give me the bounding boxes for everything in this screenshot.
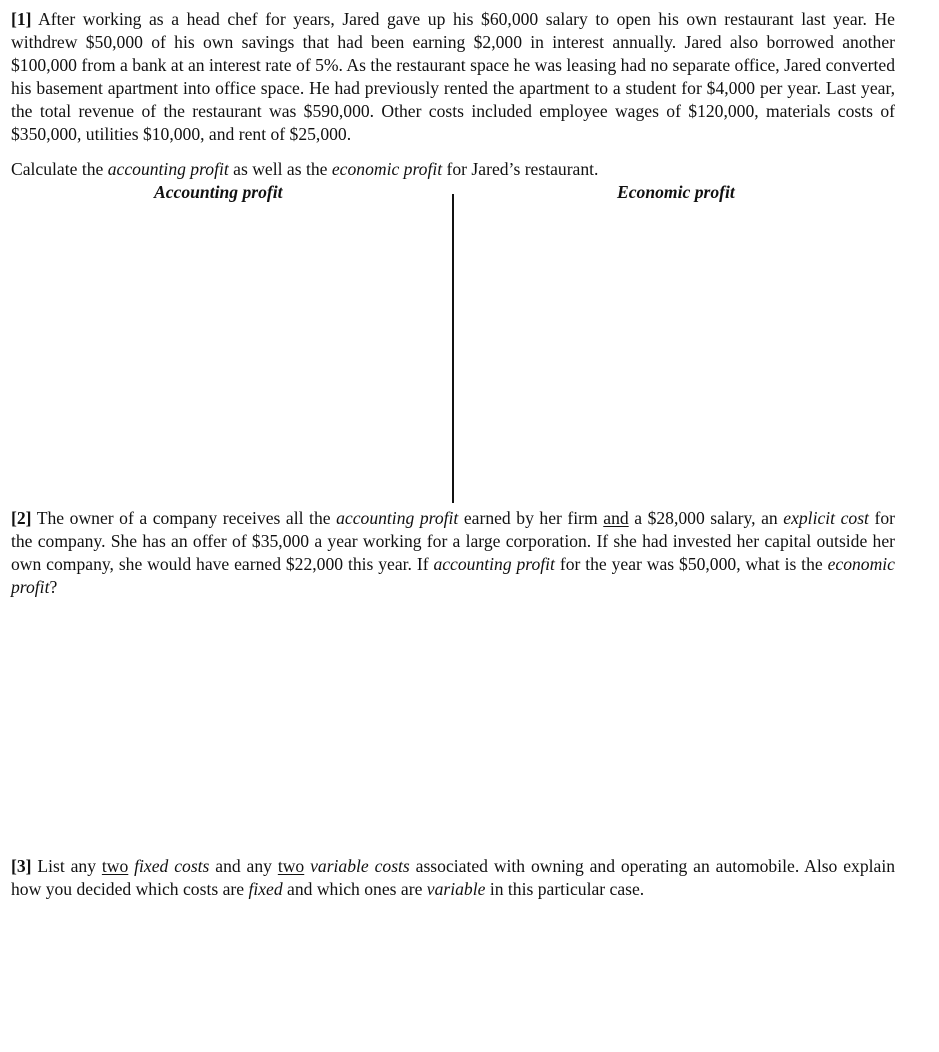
economic-profit-column-heading: Economic profit — [617, 182, 735, 202]
question-3-body: List any — [31, 856, 102, 876]
instruction-text: Calculate the — [11, 159, 108, 179]
question-3-body: and any — [209, 856, 278, 876]
question-2-body: for the company. She has an offer of $35,000 a year working for a large corporation. If she had invested her capital outside her own company, she would have earned $22,000 this year. If — [11, 508, 895, 574]
term-variable-costs: variable costs — [310, 856, 410, 876]
question-3-text — [11, 855, 895, 901]
instruction-term-accounting-profit: accounting profit — [107, 159, 229, 179]
question-1-body: After working as a head chef for years, Jared gave up his $60,000 salary to open his own restaurant last year. He withdrew $50,000 of his own savings that had been earning $2,000 in interest annually. Jared also borrowed another $100,000 from a bank at an interest rate of 5%. As the restaurant space he was leasing had no separate office, Jared converted his basement apartment into office space. He had previously rented the apartment to a student for $4,000 per year. Last year, the total revenue of the restaurant was $590,000. Other costs included employee wages of $120,000, materials costs of $350,000, utilities $10,000, and rent of $25,000. — [11, 9, 895, 144]
underlined-two: two — [101, 856, 129, 876]
question-3-body: associated with owning and operating an automobile. Also explain how you decided which costs are — [11, 856, 895, 899]
term-accounting-profit: accounting profit — [433, 554, 555, 574]
question-2-body: for the year was $50,000, what is the — [554, 554, 828, 574]
instruction-text: as well as the — [228, 159, 332, 179]
term-fixed-costs: fixed costs — [134, 856, 210, 876]
accounting-profit-column-heading: Accounting profit — [154, 182, 283, 202]
question-2-number: [2] — [11, 508, 32, 528]
question-1-instruction — [11, 158, 895, 181]
question-2-body: ? — [49, 577, 58, 597]
term-variable: variable — [426, 879, 486, 899]
term-explicit-cost: explicit cost — [783, 508, 869, 528]
question-3-body: in this particular case. — [485, 879, 645, 899]
question-2-body: The owner of a company receives all the — [31, 508, 337, 528]
instruction-term-economic-profit: economic profit — [331, 159, 443, 179]
question-3-number: [3] — [11, 856, 32, 876]
question-1-number: [1] — [11, 9, 32, 29]
term-fixed: fixed — [248, 879, 283, 899]
question-2-body: a $28,000 salary, an — [628, 508, 784, 528]
column-divider-line — [452, 194, 454, 503]
question-2-body: earned by her firm — [458, 508, 604, 528]
term-economic-profit: economic profit — [11, 554, 895, 597]
underlined-and: and — [603, 508, 629, 528]
question-2-text — [11, 507, 895, 599]
question-3-body: and which ones are — [282, 879, 427, 899]
underlined-two: two — [277, 856, 305, 876]
term-accounting-profit: accounting profit — [336, 508, 459, 528]
instruction-text: for Jared’s restaurant. — [442, 159, 599, 179]
question-1-text — [11, 8, 895, 146]
